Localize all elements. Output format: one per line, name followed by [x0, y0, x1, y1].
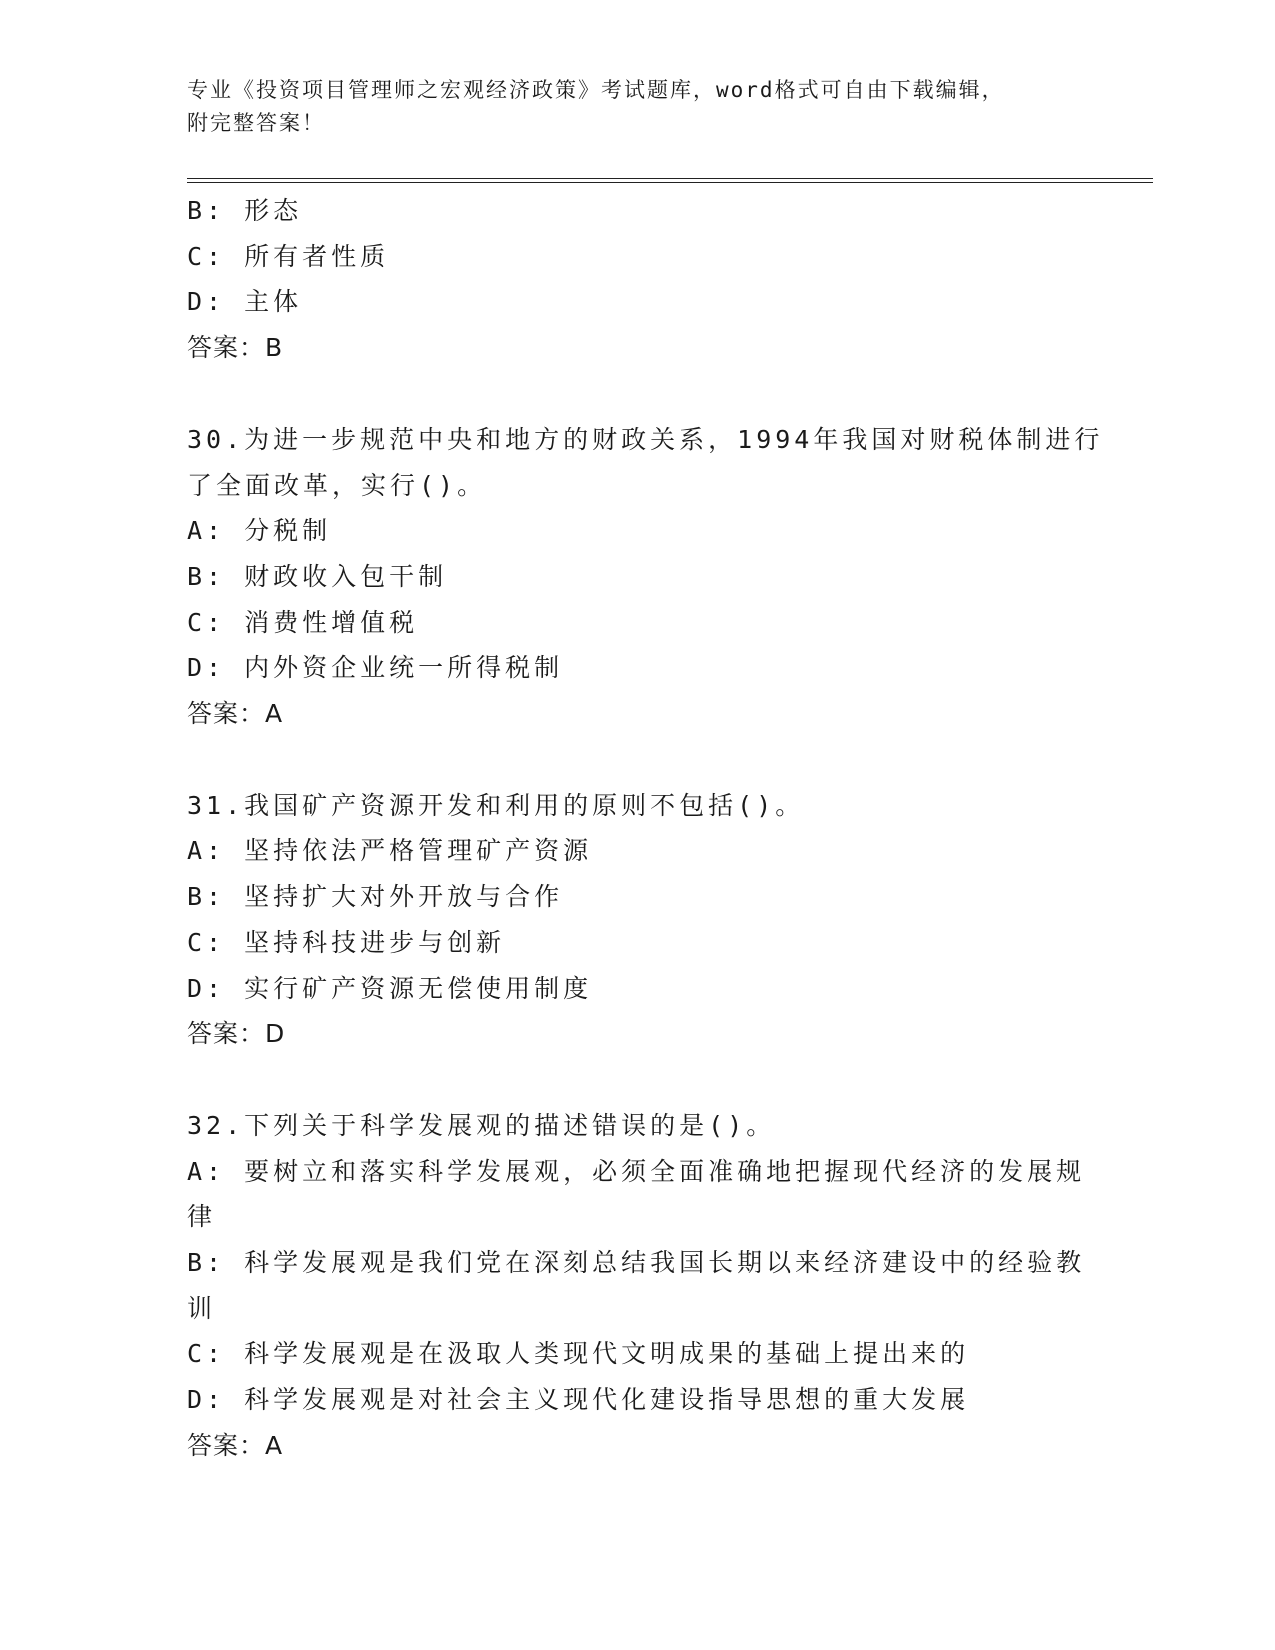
option-b: B: 科学发展观是我们党在深刻总结我国长期以来经济建设中的经验教: [187, 1248, 1086, 1278]
option-d: D: 主体: [187, 287, 303, 317]
option-b: B: 坚持扩大对外开放与合作: [187, 882, 564, 912]
question-31: [187, 783, 1087, 1057]
question-stem: 30.为进一步规范中央和地方的财政关系，1994年我国对财税体制进行: [187, 424, 1104, 454]
option-a-continued: 律: [187, 1202, 217, 1232]
option-c: C: 科学发展观是在汲取人类现代文明成果的基础上提出来的: [187, 1339, 970, 1369]
option-a: A: 分税制: [187, 516, 332, 546]
question-stem-continued: 了全面改革，实行()。: [187, 470, 487, 500]
answer-line: 答案：B: [187, 333, 284, 363]
option-b-continued: 训: [187, 1293, 217, 1323]
header-line-2: 附完整答案！: [187, 111, 325, 135]
answer-line: 答案：A: [187, 1430, 284, 1460]
answer-line: 答案：A: [187, 699, 284, 729]
question-stem: 31.我国矿产资源开发和利用的原则不包括()。: [187, 790, 805, 820]
option-a: A: 要树立和落实科学发展观，必须全面准确地把握现代经济的发展规: [187, 1156, 1086, 1186]
option-d: D: 内外资企业统一所得税制: [187, 653, 564, 683]
page-header: [187, 74, 1087, 140]
option-c: C: 所有者性质: [187, 241, 390, 271]
option-b: B: 形态: [187, 196, 303, 225]
option-b: B: 财政收入包干制: [187, 561, 448, 591]
option-d: D: 实行矿产资源无偿使用制度: [187, 973, 593, 1003]
question-content: [187, 188, 1104, 1469]
header-line-1: 专业《投资项目管理师之宏观经济政策》考试题库，word格式可自由下载编辑，: [187, 78, 1005, 102]
question-32: [187, 1103, 1087, 1469]
header-divider-bottom: [187, 182, 1153, 183]
answer-line: 答案：D: [187, 1019, 286, 1049]
option-d: D: 科学发展观是对社会主义现代化建设指导思想的重大发展: [187, 1385, 970, 1415]
option-c: C: 消费性增值税: [187, 607, 419, 637]
question-stem: 32.下列关于科学发展观的描述错误的是()。: [187, 1110, 776, 1140]
option-c: C: 坚持科技进步与创新: [187, 927, 506, 957]
question-30: [187, 417, 1104, 737]
header-divider-top: [187, 178, 1153, 179]
prev-question-block: [187, 188, 1087, 371]
option-a: A: 坚持依法严格管理矿产资源: [187, 836, 593, 866]
